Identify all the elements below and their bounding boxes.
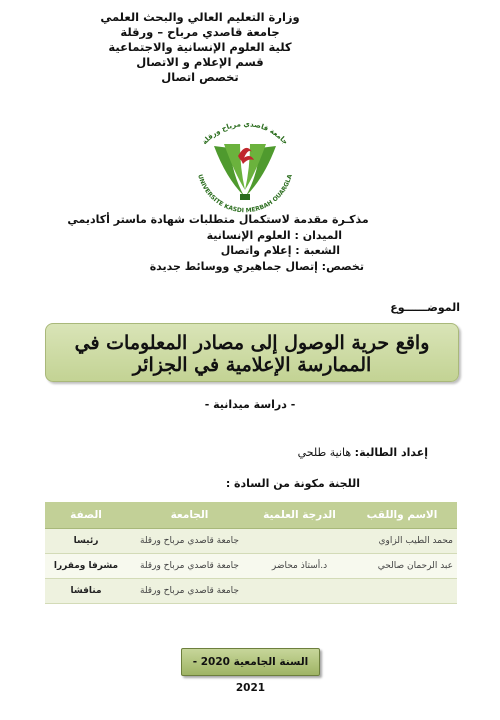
title-box bbox=[45, 323, 459, 382]
committee-table bbox=[45, 502, 457, 604]
student-label: إعداد الطالبة: bbox=[354, 446, 428, 459]
faculty-line: كلية العلوم الإنسانية والاجتماعية bbox=[108, 40, 292, 54]
table-row bbox=[45, 554, 457, 579]
table-row bbox=[45, 529, 457, 554]
specialty-line: تخصص اتصال bbox=[161, 70, 239, 84]
field-line: الميدان : العلوم الإنسانية bbox=[206, 228, 342, 242]
branch-line: الشعبة : إعلام واتصال bbox=[220, 244, 340, 257]
header-degree: الدرجة العلمية bbox=[252, 502, 347, 529]
member-degree bbox=[252, 529, 347, 554]
thesis-subtitle: - دراسة ميدانية - bbox=[204, 398, 296, 411]
thesis-title: واقع حرية الوصول إلى مصادر المعلومات في الممارسة الإعلامية في الجزائر bbox=[74, 332, 430, 376]
thesis-info bbox=[48, 212, 388, 274]
member-degree: د.أستاذ محاضر bbox=[252, 554, 347, 579]
member-role: رئيسا bbox=[45, 529, 127, 554]
student-line bbox=[298, 446, 428, 459]
university-line: جامعة قاصدي مرباح – ورقلة bbox=[120, 25, 280, 39]
member-name bbox=[347, 579, 457, 604]
header-university: الجامعة bbox=[127, 502, 252, 529]
header-role: الصفة bbox=[45, 502, 127, 529]
university-logo bbox=[180, 108, 310, 220]
member-university: جامعة قاصدي مرباح ورقلة bbox=[127, 554, 252, 579]
memo-line: مذكـرة مقدمة لاستكمال متطلبات شهادة ماستر أكاديمي bbox=[67, 213, 369, 226]
department-line: قسم الإعلام و الاتصال bbox=[136, 55, 264, 69]
member-university: جامعة قاصدي مرباح ورقلة bbox=[127, 529, 252, 554]
member-name: محمد الطيب الزاوي bbox=[347, 529, 457, 554]
student-name: هانية طلحي bbox=[297, 446, 352, 459]
member-university: جامعة قاصدي مرباح ورقلة bbox=[127, 579, 252, 604]
header-name: الاسم واللقب bbox=[347, 502, 457, 529]
ministry-line: وزارة التعليم العالي والبحث العلمي bbox=[100, 10, 300, 24]
institution-header bbox=[60, 10, 340, 85]
member-name: عبد الرحمان صالحي bbox=[347, 554, 457, 579]
table-header-row bbox=[45, 502, 457, 529]
logo-latin-arc-text: UNIVERSITE KASDI MERBAH OUARGLA bbox=[196, 173, 294, 215]
member-role: مشرفا ومقررا bbox=[45, 554, 127, 579]
member-degree bbox=[252, 579, 347, 604]
table-row bbox=[45, 579, 457, 604]
specialization-line: تخصص: إتصال جماهيري ووسائط جديدة bbox=[149, 259, 364, 273]
subject-label: الموضــــــوع bbox=[390, 301, 460, 314]
logo-arabic-arc-text: جامعة قاصدي مرباح ورقلة bbox=[200, 120, 290, 147]
academic-year-box: السنة الجامعية 2020 - 2021 bbox=[181, 648, 320, 676]
member-role: مناقشا bbox=[45, 579, 127, 604]
committee-label: اللجنة مكونة من السادة : bbox=[225, 477, 360, 490]
